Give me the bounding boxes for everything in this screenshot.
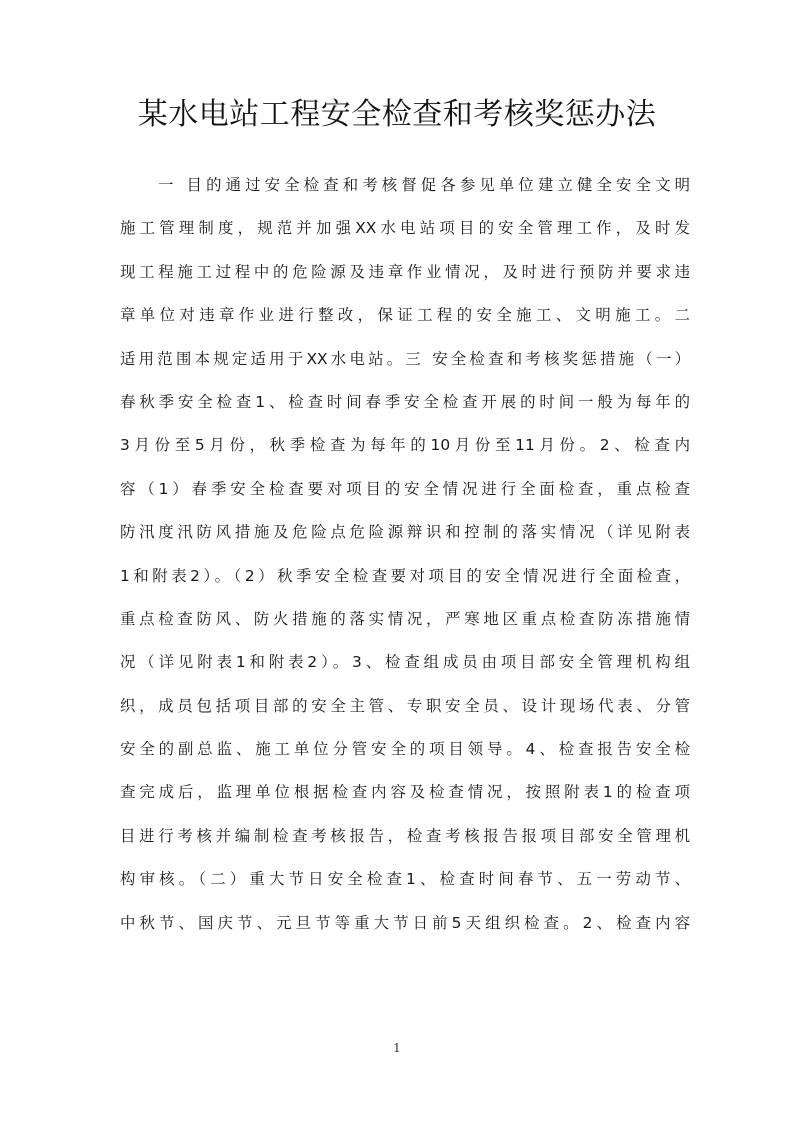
body-line: 适用范围本规定适用于XX水电站。三 安全检查和考核奖惩措施（一） xyxy=(120,349,690,368)
body-line: 况（详见附表1和附表2）。3、检查组成员由项目部安全管理机构组 xyxy=(120,653,690,672)
page-number: 1 xyxy=(393,1041,401,1055)
body-line: 目进行考核并编制检查考核报告，检查考核报告报项目部安全管理机 xyxy=(120,826,690,845)
body-line: 章单位对违章作业进行整改，保证工程的安全施工、文明施工。二 xyxy=(120,306,690,325)
body-line: 重点检查防风、防火措施的落实情况，严寒地区重点检查防冻措施情 xyxy=(120,609,690,628)
body-line: 查完成后，监理单位根据检查内容及检查情况，按照附表1的检查项 xyxy=(120,783,690,802)
document-title: 某水电站工程安全检查和考核奖惩办法 xyxy=(137,97,657,132)
document-body xyxy=(120,164,690,945)
body-line: 织，成员包括项目部的安全主管、专职安全员、设计现场代表、分管 xyxy=(120,696,690,715)
body-line: 1和附表2）。（2）秋季安全检查要对项目的安全情况进行全面检查， xyxy=(120,566,690,585)
body-line: 一 目的通过安全检查和考核督促各参见单位建立健全安全文明 xyxy=(158,176,690,194)
body-line: 中秋节、国庆节、元旦节等重大节日前5天组织检查。2、检查内容 xyxy=(120,913,690,932)
body-line: 容（1）春季安全检查要对项目的安全情况进行全面检查，重点检查 xyxy=(120,479,690,498)
body-line: 现工程施工过程中的危险源及违章作业情况，及时进行预防并要求违 xyxy=(120,262,690,281)
body-line: 防汛度汛防风措施及危险点危险源辩识和控制的落实情况（详见附表 xyxy=(120,523,690,542)
body-line: 构审核。（二）重大节日安全检查1、检查时间春节、五一劳动节、 xyxy=(120,870,690,889)
body-line: 安全的副总监、施工单位分管安全的项目领导。4、检查报告安全检 xyxy=(120,740,690,759)
body-line: 春秋季安全检查1、检查时间春季安全检查开展的时间一般为每年的 xyxy=(120,392,690,411)
body-line: 3月份至5月份，秋季检查为每年的10月份至11月份。2、检查内 xyxy=(120,436,690,455)
body-line: 施工管理制度，规范并加强XX水电站项目的安全管理工作，及时发 xyxy=(120,219,690,238)
